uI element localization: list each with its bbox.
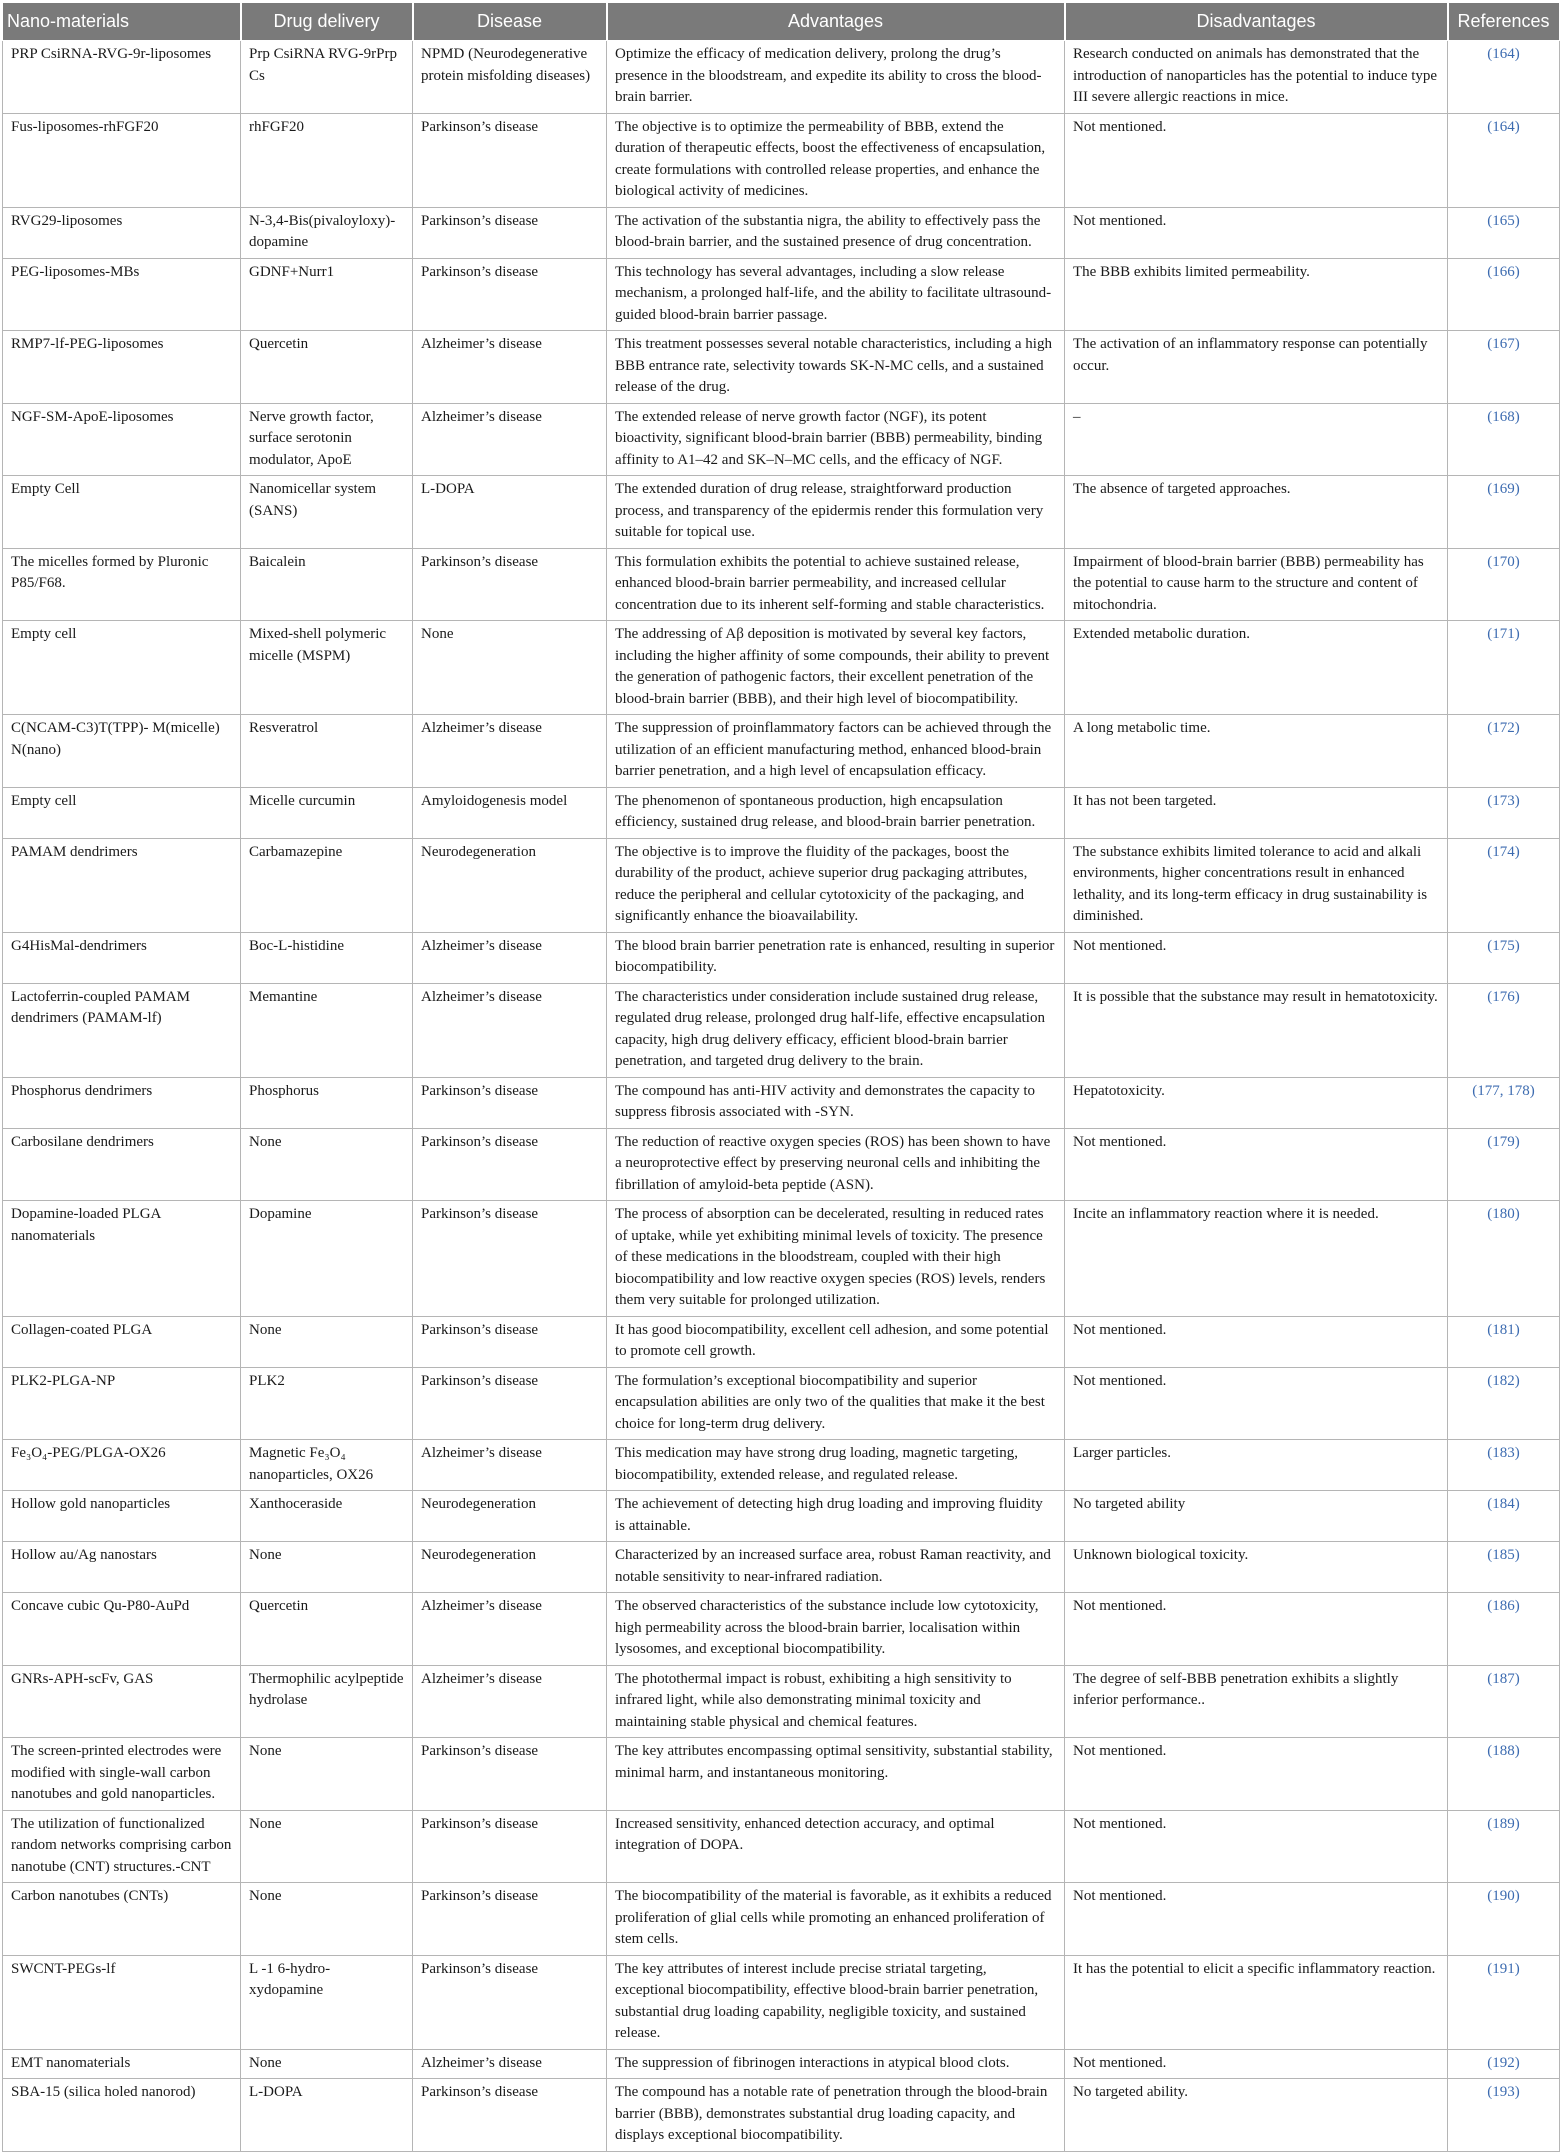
cell-drug-delivery: N-3,4-Bis(pivaloyloxy)-dopamine [241, 207, 413, 258]
cell-advantages: The process of absorption can be decelerated, resulting in reduced rates of uptake, while yet exhibiting minimal levels of toxicity. The presence of these medications in the bloodstream, coupled with their high biocompatibility and low reactive oxygen species (ROS) levels, renders them very suitable for prolonged utilization. [607, 1201, 1065, 1317]
cell-nano-material: G4HisMal-dendrimers [3, 932, 241, 983]
reference-link[interactable]: (179) [1448, 1128, 1560, 1201]
cell-advantages: This formulation exhibits the potential to achieve sustained release, enhanced blood-brain barrier permeability, and increased cellular concentration due to its inherent self-forming and stable characteristics. [607, 548, 1065, 621]
cell-advantages: The activation of the substantia nigra, the ability to effectively pass the blood-brain barrier, and the sustained presence of drug concentration. [607, 207, 1065, 258]
table-row [3, 41, 1560, 114]
table-row [3, 548, 1560, 621]
cell-disease: None [413, 621, 607, 715]
cell-nano-material: EMT nanomaterials [3, 2049, 241, 2079]
reference-link[interactable]: (164) [1448, 41, 1560, 114]
cell-advantages: The biocompatibility of the material is favorable, as it exhibits a reduced proliferation of glial cells while promoting an enhanced proliferation of stem cells. [607, 1883, 1065, 1956]
cell-disease: Parkinson’s disease [413, 1128, 607, 1201]
header-row [3, 3, 1560, 41]
cell-disease: Parkinson’s disease [413, 1955, 607, 2049]
cell-advantages: This treatment possesses several notable characteristics, including a high BBB entrance rate, selectivity towards SK-N-MC cells, and a sustained release of the drug. [607, 331, 1065, 404]
cell-drug-delivery: Xanthoceraside [241, 1491, 413, 1542]
cell-advantages: The suppression of proinflammatory factors can be achieved through the utilization of an efficient manufacturing method, enhanced blood-brain barrier penetration, and a high level of encapsulation efficacy. [607, 715, 1065, 788]
cell-nano-material: Fus-liposomes-rhFGF20 [3, 113, 241, 207]
reference-link[interactable]: (193) [1448, 2079, 1560, 2152]
cell-advantages: The suppression of fibrinogen interactions in atypical blood clots. [607, 2049, 1065, 2079]
cell-disadvantages: The BBB exhibits limited permeability. [1065, 258, 1448, 331]
cell-advantages: Characterized by an increased surface area, robust Raman reactivity, and notable sensitivity to near-infrared radiation. [607, 1542, 1065, 1593]
table-row [3, 983, 1560, 1077]
reference-link[interactable]: (168) [1448, 403, 1560, 476]
header-disadvantages: Disadvantages [1065, 3, 1448, 41]
cell-advantages: The key attributes of interest include precise striatal targeting, exceptional biocompatibility, effective blood-brain barrier penetration, substantial drug loading capability, negligible toxicity, and sustained release. [607, 1955, 1065, 2049]
cell-advantages: The extended release of nerve growth factor (NGF), its potent bioactivity, significant blood-brain barrier (BBB) permeability, binding affinity to A1–42 and SK–N–MC cells, and the efficacy of NGF. [607, 403, 1065, 476]
cell-nano-material: Fe₃O₄-PEG/PLGA-OX26 [3, 1440, 241, 1491]
cell-disadvantages: Not mentioned. [1065, 1593, 1448, 1666]
cell-drug-delivery: Quercetin [241, 1593, 413, 1666]
header-disease: Disease [413, 3, 607, 41]
reference-link[interactable]: (188) [1448, 1738, 1560, 1811]
cell-advantages: The key attributes encompassing optimal sensitivity, substantial stability, minimal harm, and instantaneous monitoring. [607, 1738, 1065, 1811]
cell-disease: Alzheimer’s disease [413, 1593, 607, 1666]
cell-nano-material: Concave cubic Qu-P80-AuPd [3, 1593, 241, 1666]
cell-drug-delivery: Phosphorus [241, 1077, 413, 1128]
cell-disadvantages: Incite an inflammatory reaction where it is needed. [1065, 1201, 1448, 1317]
cell-advantages: Increased sensitivity, enhanced detection accuracy, and optimal integration of DOPA. [607, 1810, 1065, 1883]
cell-advantages: This medication may have strong drug loading, magnetic targeting, biocompatibility, extended release, and regulated release. [607, 1440, 1065, 1491]
table-row [3, 403, 1560, 476]
cell-disadvantages: Extended metabolic duration. [1065, 621, 1448, 715]
header-nano-materials: Nano-materials [3, 3, 241, 41]
cell-disease: Alzheimer’s disease [413, 331, 607, 404]
cell-nano-material: RMP7-lf-PEG-liposomes [3, 331, 241, 404]
cell-nano-material: NGF-SM-ApoE-liposomes [3, 403, 241, 476]
cell-drug-delivery: Magnetic Fe₃O₄ nanoparticles, OX26 [241, 1440, 413, 1491]
cell-advantages: The blood brain barrier penetration rate is enhanced, resulting in superior biocompatibility. [607, 932, 1065, 983]
reference-link[interactable]: (191) [1448, 1955, 1560, 2049]
cell-drug-delivery: None [241, 2049, 413, 2079]
cell-disadvantages: Not mentioned. [1065, 1883, 1448, 1956]
cell-disadvantages: Impairment of blood-brain barrier (BBB) permeability has the potential to cause harm to the structure and content of mitochondria. [1065, 548, 1448, 621]
cell-disease: Parkinson’s disease [413, 113, 607, 207]
cell-disease: Parkinson’s disease [413, 258, 607, 331]
reference-link[interactable]: (164) [1448, 113, 1560, 207]
table-row [3, 838, 1560, 932]
cell-disadvantages: No targeted ability. [1065, 2079, 1448, 2152]
header-drug-delivery: Drug delivery [241, 3, 413, 41]
cell-advantages: The photothermal impact is robust, exhibiting a high sensitivity to infrared light, while also demonstrating minimal toxicity and maintaining stable physical and chemical features. [607, 1665, 1065, 1738]
cell-nano-material: The micelles formed by Pluronic P85/F68. [3, 548, 241, 621]
cell-advantages: The observed characteristics of the substance include low cytotoxicity, high permeability across the blood-brain barrier, localisation within lysosomes, and exceptional biocompatibility. [607, 1593, 1065, 1666]
cell-nano-material: Empty cell [3, 621, 241, 715]
table-row [3, 1883, 1560, 1956]
cell-drug-delivery: Carbamazepine [241, 838, 413, 932]
cell-disadvantages: Not mentioned. [1065, 113, 1448, 207]
cell-disease: Parkinson’s disease [413, 1201, 607, 1317]
cell-nano-material: PEG-liposomes-MBs [3, 258, 241, 331]
table-row [3, 113, 1560, 207]
reference-link[interactable]: (172) [1448, 715, 1560, 788]
cell-disadvantages: Unknown biological toxicity. [1065, 1542, 1448, 1593]
table-row [3, 1738, 1560, 1811]
table-row [3, 621, 1560, 715]
table-row [3, 2079, 1560, 2152]
reference-link[interactable]: (169) [1448, 476, 1560, 549]
table-row [3, 1077, 1560, 1128]
cell-drug-delivery: rhFGF20 [241, 113, 413, 207]
cell-disadvantages: Not mentioned. [1065, 932, 1448, 983]
cell-disadvantages: – [1065, 403, 1448, 476]
table-row [3, 787, 1560, 838]
cell-disease: Parkinson’s disease [413, 1077, 607, 1128]
cell-nano-material: C(NCAM-C3)T(TPP)- M(micelle) N(nano) [3, 715, 241, 788]
cell-advantages: The objective is to optimize the permeability of BBB, extend the duration of therapeutic effects, boost the effectiveness of encapsulation, create formulations with controlled release properties, and enhance the biological activity of medicines. [607, 113, 1065, 207]
cell-drug-delivery: Micelle curcumin [241, 787, 413, 838]
cell-nano-material: Collagen-coated PLGA [3, 1316, 241, 1367]
reference-link[interactable]: (190) [1448, 1883, 1560, 1956]
cell-disadvantages: The activation of an inflammatory response can potentially occur. [1065, 331, 1448, 404]
reference-link[interactable]: (185) [1448, 1542, 1560, 1593]
table-header [3, 3, 1560, 41]
cell-advantages: It has good biocompatibility, excellent cell adhesion, and some potential to promote cell growth. [607, 1316, 1065, 1367]
cell-disadvantages: Not mentioned. [1065, 1316, 1448, 1367]
cell-disadvantages: A long metabolic time. [1065, 715, 1448, 788]
cell-drug-delivery: Thermophilic acylpeptide hydrolase [241, 1665, 413, 1738]
cell-advantages: The compound has anti-HIV activity and demonstrates the capacity to suppress fibrosis associated with -SYN. [607, 1077, 1065, 1128]
cell-drug-delivery: GDNF+Nurr1 [241, 258, 413, 331]
cell-disease: NPMD (Neurodegenerative protein misfolding diseases) [413, 41, 607, 114]
reference-link[interactable]: (192) [1448, 2049, 1560, 2079]
cell-disease: Alzheimer’s disease [413, 1665, 607, 1738]
cell-nano-material: Empty Cell [3, 476, 241, 549]
cell-disease: Amyloidogenesis model [413, 787, 607, 838]
cell-disease: Parkinson’s disease [413, 207, 607, 258]
reference-link[interactable]: (180) [1448, 1201, 1560, 1317]
cell-advantages: The addressing of Aβ deposition is motivated by several key factors, including the higher affinity of some compounds, their ability to prevent the generation of pathogenic factors, their excellent penetration of the blood-brain barrier (BBB), and their high level of biocompatibility. [607, 621, 1065, 715]
cell-advantages: The achievement of detecting high drug loading and improving fluidity is attainable. [607, 1491, 1065, 1542]
cell-drug-delivery: None [241, 1810, 413, 1883]
cell-disadvantages: Hepatotoxicity. [1065, 1077, 1448, 1128]
cell-disease: Parkinson’s disease [413, 1316, 607, 1367]
cell-advantages: The compound has a notable rate of penetration through the blood-brain barrier (BBB), demonstrates substantial drug loading capacity, and displays exceptional biocompatibility. [607, 2079, 1065, 2152]
cell-nano-material: Phosphorus dendrimers [3, 1077, 241, 1128]
cell-disadvantages: It has the potential to elicit a specific inflammatory reaction. [1065, 1955, 1448, 2049]
cell-disadvantages: Not mentioned. [1065, 2049, 1448, 2079]
cell-drug-delivery: Quercetin [241, 331, 413, 404]
cell-nano-material: Hollow gold nanoparticles [3, 1491, 241, 1542]
cell-disease: Alzheimer’s disease [413, 983, 607, 1077]
cell-disadvantages: It is possible that the substance may result in hematotoxicity. [1065, 983, 1448, 1077]
cell-drug-delivery: None [241, 1128, 413, 1201]
table-row [3, 1367, 1560, 1440]
cell-drug-delivery: None [241, 1316, 413, 1367]
cell-disease: Alzheimer’s disease [413, 2049, 607, 2079]
cell-disadvantages: Larger particles. [1065, 1440, 1448, 1491]
cell-disadvantages: Not mentioned. [1065, 1810, 1448, 1883]
cell-drug-delivery: PLK2 [241, 1367, 413, 1440]
table-row [3, 1955, 1560, 2049]
cell-disease: Alzheimer’s disease [413, 1440, 607, 1491]
reference-link[interactable]: (189) [1448, 1810, 1560, 1883]
table-row [3, 1491, 1560, 1542]
table-row [3, 1593, 1560, 1666]
table-row [3, 331, 1560, 404]
cell-drug-delivery: None [241, 1883, 413, 1956]
cell-nano-material: SBA-15 (silica holed nanorod) [3, 2079, 241, 2152]
cell-disease: Neurodegeneration [413, 1491, 607, 1542]
table-row [3, 1810, 1560, 1883]
cell-disadvantages: Not mentioned. [1065, 1367, 1448, 1440]
header-advantages: Advantages [607, 3, 1065, 41]
cell-nano-material: Empty cell [3, 787, 241, 838]
reference-link[interactable]: (173) [1448, 787, 1560, 838]
cell-disease: Parkinson’s disease [413, 1367, 607, 1440]
cell-drug-delivery: None [241, 1542, 413, 1593]
cell-drug-delivery: Boc-L-histidine [241, 932, 413, 983]
reference-link[interactable]: (181) [1448, 1316, 1560, 1367]
cell-disadvantages: The degree of self-BBB penetration exhibits a slightly inferior performance.. [1065, 1665, 1448, 1738]
table-row [3, 2049, 1560, 2079]
cell-advantages: The objective is to improve the fluidity of the packages, boost the durability of the product, achieve superior drug packaging attributes, reduce the peripheral and cellular cytotoxicity of the packaging, and significantly enhance the bioavailability. [607, 838, 1065, 932]
cell-disease: Parkinson’s disease [413, 1738, 607, 1811]
cell-disease: Alzheimer’s disease [413, 932, 607, 983]
reference-link[interactable]: (166) [1448, 258, 1560, 331]
reference-link[interactable]: (170) [1448, 548, 1560, 621]
cell-disease: Alzheimer’s disease [413, 715, 607, 788]
reference-link[interactable]: (167) [1448, 331, 1560, 404]
reference-link[interactable]: (182) [1448, 1367, 1560, 1440]
cell-drug-delivery: Mixed-shell polymeric micelle (MSPM) [241, 621, 413, 715]
cell-disease: Parkinson’s disease [413, 548, 607, 621]
cell-disease: L-DOPA [413, 476, 607, 549]
header-references: References [1448, 3, 1560, 41]
table-body [3, 41, 1560, 2152]
cell-advantages: The formulation’s exceptional biocompatibility and superior encapsulation abilities are only two of the qualities that make it the best choice for long-term drug delivery. [607, 1367, 1065, 1440]
cell-nano-material: Hollow au/Ag nanostars [3, 1542, 241, 1593]
reference-link[interactable]: (176) [1448, 983, 1560, 1077]
cell-disadvantages: Not mentioned. [1065, 1128, 1448, 1201]
cell-nano-material: GNRs-APH-scFv, GAS [3, 1665, 241, 1738]
cell-nano-material: PLK2-PLGA-NP [3, 1367, 241, 1440]
cell-advantages: This technology has several advantages, including a slow release mechanism, a prolonged half-life, and the ability to facilitate ultrasound-guided blood-brain barrier passage. [607, 258, 1065, 331]
cell-drug-delivery: Dopamine [241, 1201, 413, 1317]
table-row [3, 1440, 1560, 1491]
cell-nano-material: The utilization of functionalized random networks comprising carbon nanotube (CNT) structures.-CNT [3, 1810, 241, 1883]
cell-disadvantages: Not mentioned. [1065, 207, 1448, 258]
cell-nano-material: Dopamine-loaded PLGA nanomaterials [3, 1201, 241, 1317]
cell-advantages: The reduction of reactive oxygen species (ROS) has been shown to have a neuroprotective effect by preserving neuronal cells and inhibiting the fibrillation of amyloid-beta peptide (ASN). [607, 1128, 1065, 1201]
table-row [3, 1316, 1560, 1367]
reference-link[interactable]: (184) [1448, 1491, 1560, 1542]
cell-drug-delivery: Memantine [241, 983, 413, 1077]
cell-nano-material: PRP CsiRNA-RVG-9r-liposomes [3, 41, 241, 114]
cell-disadvantages: Research conducted on animals has demonstrated that the introduction of nanoparticles has the potential to induce type III severe allergic reactions in mice. [1065, 41, 1448, 114]
cell-disease: Neurodegeneration [413, 1542, 607, 1593]
cell-nano-material: Lactoferrin-coupled PAMAM dendrimers (PAMAM-lf) [3, 983, 241, 1077]
table-row [3, 258, 1560, 331]
cell-disease: Alzheimer’s disease [413, 403, 607, 476]
reference-link[interactable]: (165) [1448, 207, 1560, 258]
reference-link[interactable]: (177, 178) [1448, 1077, 1560, 1128]
table-row [3, 1201, 1560, 1317]
table-row [3, 932, 1560, 983]
cell-drug-delivery: Baicalein [241, 548, 413, 621]
reference-link[interactable]: (171) [1448, 621, 1560, 715]
reference-link[interactable]: (186) [1448, 1593, 1560, 1666]
reference-link[interactable]: (175) [1448, 932, 1560, 983]
cell-drug-delivery: Resveratrol [241, 715, 413, 788]
cell-advantages: Optimize the efficacy of medication delivery, prolong the drug’s presence in the bloodstream, and expedite its ability to cross the blood-brain barrier. [607, 41, 1065, 114]
table-row [3, 1665, 1560, 1738]
cell-disease: Parkinson’s disease [413, 1810, 607, 1883]
cell-disease: Parkinson’s disease [413, 1883, 607, 1956]
cell-advantages: The extended duration of drug release, straightforward production process, and transparency of the epidermis render this formulation very suitable for topical use. [607, 476, 1065, 549]
cell-drug-delivery: Prp CsiRNA RVG-9rPrp Cs [241, 41, 413, 114]
cell-disease: Neurodegeneration [413, 838, 607, 932]
reference-link[interactable]: (174) [1448, 838, 1560, 932]
table-row [3, 715, 1560, 788]
cell-drug-delivery: L-DOPA [241, 2079, 413, 2152]
nanomaterials-table [2, 2, 1561, 2152]
table-row [3, 1128, 1560, 1201]
cell-disadvantages: It has not been targeted. [1065, 787, 1448, 838]
cell-disadvantages: The absence of targeted approaches. [1065, 476, 1448, 549]
cell-disadvantages: Not mentioned. [1065, 1738, 1448, 1811]
reference-link[interactable]: (187) [1448, 1665, 1560, 1738]
cell-drug-delivery: L -1 6-hydro-xydopamine [241, 1955, 413, 2049]
cell-drug-delivery: Nanomicellar system (SANS) [241, 476, 413, 549]
cell-nano-material: PAMAM dendrimers [3, 838, 241, 932]
table-row [3, 1542, 1560, 1593]
cell-disease: Parkinson’s disease [413, 2079, 607, 2152]
cell-disadvantages: The substance exhibits limited tolerance to acid and alkali environments, higher concentrations result in enhanced lethality, and its long-term efficacy in drug sustainability is diminished. [1065, 838, 1448, 932]
cell-drug-delivery: None [241, 1738, 413, 1811]
cell-advantages: The characteristics under consideration include sustained drug release, regulated drug release, prolonged drug half-life, effective encapsulation capacity, high drug delivery efficacy, efficient blood-brain barrier penetration, and targeted drug delivery to the brain. [607, 983, 1065, 1077]
cell-nano-material: RVG29-liposomes [3, 207, 241, 258]
cell-nano-material: SWCNT-PEGs-lf [3, 1955, 241, 2049]
cell-advantages: The phenomenon of spontaneous production, high encapsulation efficiency, sustained drug release, and blood-brain barrier penetration. [607, 787, 1065, 838]
cell-drug-delivery: Nerve growth factor, surface serotonin modulator, ApoE [241, 403, 413, 476]
cell-nano-material: Carbon nanotubes (CNTs) [3, 1883, 241, 1956]
cell-nano-material: Carbosilane dendrimers [3, 1128, 241, 1201]
reference-link[interactable]: (183) [1448, 1440, 1560, 1491]
cell-disadvantages: No targeted ability [1065, 1491, 1448, 1542]
table-row [3, 207, 1560, 258]
table-row [3, 476, 1560, 549]
cell-nano-material: The screen-printed electrodes were modified with single-wall carbon nanotubes and gold nanoparticles. [3, 1738, 241, 1811]
